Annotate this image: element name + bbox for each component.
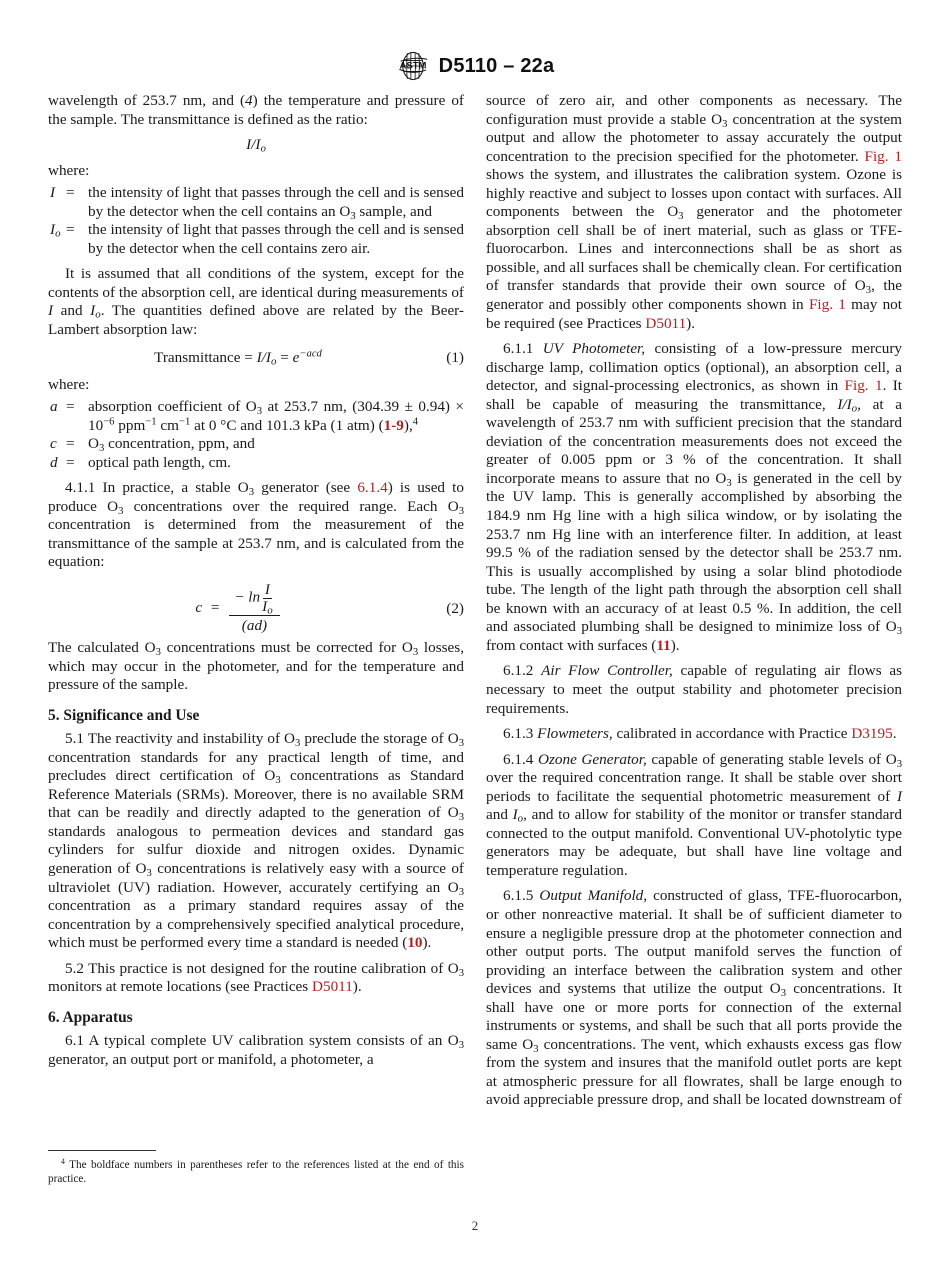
text-run: standards analogous to permeation devices and standard gas cylinders for sulfur dioxide and nitrogen oxides. Dynamic generation of O [48, 822, 464, 877]
text-run: capable of regulating air flows as necessary to meet the output stability and photometer precision requirements. [486, 662, 903, 717]
subscript: 3 [896, 626, 902, 638]
text-run: concentration is determined from the measurement of the transmittance of the sample at 253.7 nm, and is calculated from the equation: [48, 516, 464, 571]
reference-link-fig-1[interactable]: Fig. 1 [844, 377, 883, 395]
text-run: 5.2 This practice is not designed for the routine calibration of O [65, 959, 459, 977]
text-run: concentration, ppm, and [104, 435, 255, 453]
reference-link-d3195[interactable]: D3195 [851, 725, 893, 743]
text-run: concentrations over the required range. Each O [123, 497, 459, 515]
definition-equals: = [66, 184, 75, 202]
definition-text [88, 184, 464, 221]
subscript: 3 [275, 775, 281, 787]
equation-2-body [48, 582, 428, 635]
subscript: 3 [350, 210, 356, 222]
paragraph-assumptions [48, 265, 464, 339]
text-run: and [486, 806, 513, 824]
subscript: o [267, 604, 273, 617]
text-run: shows the system, and illustrates the calibration system. Ozone is highly reactive and subject to losses upon contact with surfaces. All components between the O [486, 166, 902, 221]
text-run: source of zero air, and other components as necessary. The configuration must provide a stable O [486, 92, 902, 128]
paragraph-6-1-1 [486, 340, 902, 655]
equation-2 [48, 582, 464, 635]
definition-list-I [48, 184, 464, 258]
definition-symbol [48, 221, 66, 240]
document-designation: D5110 – 22a [438, 54, 555, 77]
equation-1 [48, 349, 464, 367]
paragraph-6-1-5 [486, 887, 902, 1110]
text-run: generator (see [254, 479, 358, 497]
text-run: ). [422, 934, 432, 952]
text-run: = [210, 598, 220, 616]
subscript: 3 [458, 738, 465, 750]
definition-symbol: d [50, 453, 58, 471]
text-run: sample, and [355, 202, 432, 220]
text-run: capable of generating stable levels of O [646, 750, 897, 768]
paragraph-6-1-2 [486, 662, 902, 718]
text-run: concentrations. The vent, which exhausts excess gas flow from the system and insures that the manifold outlet ports are kept at atmospheric pressure for all flowrates, shall be large enough to avoid appreciable pressure drop, and shall be located downstream of [486, 1035, 902, 1109]
formula-text: c [195, 598, 203, 616]
definition-symbol: c [50, 435, 57, 453]
definition-list-acd [48, 398, 464, 472]
clause-number: 6.1.2 [503, 662, 542, 680]
inner-numerator: I [264, 581, 270, 599]
text-run: I [262, 597, 268, 615]
text-run: − ln [234, 588, 261, 606]
text-run: may not be required (see Practices [486, 296, 902, 332]
clause-title: Ozone Generator, [538, 750, 647, 768]
where-label-2: where: [48, 375, 90, 393]
subscript: o [517, 812, 524, 825]
definition-text: optical path length, cm. [88, 453, 231, 471]
subscript: o [55, 228, 61, 241]
definition-symbol: I [50, 184, 56, 202]
inner-denominator [260, 599, 275, 615]
symbol-Io: I [90, 302, 96, 320]
definition-text: the intensity of light that passes through the cell and is sensed by the detector when the cell contains zero air. [88, 221, 464, 257]
text-run: 6.1 A typical complete UV calibration system consists of an O [65, 1032, 459, 1050]
text-run: concentration standards for any practical length of time, and precludes direct certification of O [48, 748, 464, 785]
superscript: −1 [145, 416, 157, 428]
subscript: 3 [248, 487, 255, 499]
text-run: absorption coefficient of O [88, 398, 257, 416]
text-run: concentrations must be corrected for O [160, 638, 413, 656]
subscript: 3 [458, 886, 464, 898]
definition-equals: = [66, 398, 75, 416]
heading-section-5: 5. Significance and Use [48, 706, 200, 724]
definition-row-a [48, 398, 464, 435]
text-run: = [276, 348, 293, 366]
text-run: . It shall be capable of measuring the transmittance, [486, 377, 902, 413]
clause-title: Output Manifold, [539, 887, 648, 905]
footnote-marker: 4 [61, 1157, 65, 1167]
subscript: 3 [146, 867, 152, 879]
text-run: I [50, 221, 56, 239]
text-run: The calculated O [48, 638, 156, 656]
text-run: consisting of a low-pressure mercury discharge lamp, collimation optics (optional), an absorption cell, a detector, and signal-processing electronics, as shown in [486, 340, 903, 395]
subscript: 3 [458, 1040, 464, 1052]
definition-equals: = [66, 453, 75, 471]
subscript: 3 [458, 967, 464, 979]
subscript: 3 [896, 758, 903, 770]
page-number: 2 [471, 1218, 479, 1233]
subscript: 3 [780, 988, 787, 1000]
subscript: 3 [458, 505, 464, 517]
text-run: . [892, 725, 897, 743]
footnote-rule [48, 1150, 156, 1151]
definition-row-Io [48, 221, 464, 258]
subscript: 3 [155, 646, 161, 658]
where-label-1: where: [48, 161, 90, 179]
symbol-I: I [896, 787, 902, 805]
symbol-Io: I [512, 806, 518, 824]
text-run: 5.1 The reactivity and instability of O [65, 730, 296, 748]
subscript: 3 [678, 211, 684, 223]
subscript: 3 [726, 477, 732, 489]
clause-title: Flowmeters, [537, 725, 613, 743]
superscript: −acd [299, 348, 322, 360]
text-run: 4.1.1 In practice, a stable O [65, 479, 249, 497]
paragraph-continuation-transmittance [48, 92, 464, 129]
text-run: at 0 °C and 101.3 kPa (1 atm) ( [190, 416, 384, 434]
definition-equals: = [66, 221, 75, 239]
formula-text: e [292, 348, 300, 366]
left-column [48, 92, 464, 1110]
clause-number: 6.1.3 [503, 725, 538, 743]
clause-number: 6.1.4 [503, 750, 538, 768]
subscript: 3 [118, 505, 124, 517]
reference-link-1-9[interactable]: 1-9 [383, 416, 404, 434]
definition-text [88, 435, 464, 454]
text-run: concentration as a primary standard requires assay of the concentration by a comprehensively specified analytical procedure, which must be performed every time a standard is needed ( [48, 897, 464, 952]
formula-subscript: o [260, 142, 266, 155]
text-run: at 253.7 nm, (304.39 ± 0.94) × 10 [88, 398, 464, 434]
clause-number: 6.1.1 [503, 340, 543, 358]
subscript: 3 [98, 443, 105, 455]
footnote-area [48, 1150, 464, 1187]
fraction-denominator: (ad) [241, 617, 268, 635]
text-run: is generated in the cell by the UV lamp. This is generally accomplished by absorbing the 184.9 nm Hg line with a high silica window, or by isolating the 253.7 nm Hg line with an interference filter. In addition, at least 99.5 % of the radiation sensed by the detector shall be 253.7 nm. This is usually accomplished by using a solar blind photodiode tube. The length of the light path through the absorption cell shall be known with an accuracy of at least 0.5 %. In addition, the cell and associated plumbing shall be designed to minimize loss of O [486, 469, 902, 636]
superscript: −6 [103, 416, 115, 428]
text-run: ppm [114, 416, 146, 434]
subscript: o [851, 402, 858, 415]
text-run: the intensity of light that passes through the cell and is sensed by the detector when the cell contains an O [88, 184, 464, 220]
inner-fraction [260, 581, 275, 617]
paragraph-6-1 [48, 1032, 464, 1069]
subscript: 3 [722, 118, 728, 130]
text-run: preclude the storage of O [300, 730, 459, 748]
reference-link-d5011[interactable]: D5011 [645, 314, 687, 332]
paragraph-6-1-4 [486, 751, 902, 881]
svg-text:ASTM: ASTM [399, 60, 427, 72]
reference-link-fig-1[interactable]: Fig. 1 [864, 147, 902, 165]
text-run: It is assumed that all conditions of the system, except for the contents of the absorption cell, are identical during measurements of [48, 265, 464, 301]
text-run: wavelength of 253.7 nm, and ( [48, 92, 246, 109]
text-run: , the generator and possibly other components shown in [486, 277, 902, 314]
text-run: ) the temperature and pressure of the sample. The transmittance is defined as the ratio: [48, 92, 464, 128]
subscript: 3 [533, 1043, 539, 1055]
page-header [0, 0, 950, 84]
text-run: concentrations as Standard Reference Materials (SRMs). Moreover, there is no available SRM that can be readily and directly adapted to the generation of O [48, 767, 464, 822]
paragraph-6-1-3 [486, 725, 902, 744]
text-run: . The quantities defined above are related by the Beer-Lambert absorption law: [48, 302, 464, 339]
subscript: 3 [458, 812, 464, 824]
clause-title: UV Photometer, [542, 340, 646, 358]
reference-number-italic: 4 [245, 92, 253, 109]
text-run: and [53, 302, 91, 320]
definition-symbol: a [50, 398, 58, 416]
text-run: losses, which may occur in the photometer, and for the temperature and pressure of the sample. [48, 638, 464, 694]
subscript: 3 [865, 285, 872, 297]
text-run: concentrations. It shall have one or more ports for connection of the external instruments or systems, and shall be such that all ports provide the same O [486, 980, 902, 1053]
text-run: over the required concentration range. It shall be stable over short periods to facilitate the sequential photometric measurement of [486, 769, 902, 805]
definition-equals: = [66, 435, 75, 453]
fraction-numerator [229, 582, 279, 616]
text-run: generator, an output port or manifold, a photometer, a [48, 1050, 374, 1068]
subscript: 3 [295, 738, 301, 750]
text-run: generator and the photometer absorption cell shall be of inert material, such as glass or TFE-fluorocarbon. Lines and interconnections shall be as short as possible, and all surfaces shall be chemically clean. For certification of transfer standards that provide their own source of O [486, 203, 902, 295]
fraction-equation-2 [229, 582, 279, 635]
text-run: The boldface numbers in parentheses refer to the references listed at the end of this practice. [48, 1159, 464, 1185]
equation-1-number: (1) [446, 348, 464, 366]
formula-ratio [48, 136, 464, 155]
footnote-text [48, 1159, 464, 1187]
subscript: o [270, 355, 277, 368]
reference-link-fig-1-second[interactable]: Fig. 1 [808, 296, 846, 314]
formula-text: I/I [256, 348, 271, 366]
subscript: 3 [256, 406, 263, 418]
definition-row-d [48, 454, 464, 473]
text-run: calibrated in accordance with Practice [612, 725, 852, 743]
text-run: , and to allow for stability of the monitor or transfer standard connected to the output manifold. Conventional UV-photolytic type generators may be adequate, but shall have line voltage and temperature regulation. [486, 806, 903, 879]
clause-title: Air Flow Controller, [541, 662, 673, 680]
text-run: ). [686, 314, 696, 332]
superscript: −1 [178, 416, 191, 428]
text-run: concentrations is relatively easy with a source of ultraviolet (UV) radiation. However, accurately certifying an O [48, 859, 464, 896]
equation-2-number: (2) [446, 599, 464, 617]
reference-link-10[interactable]: 10 [407, 934, 423, 952]
text-run: from contact with surfaces ( [486, 636, 657, 654]
text-run: ), [403, 416, 413, 434]
footnote-marker[interactable]: 4 [412, 416, 419, 428]
text-run: ). [352, 978, 362, 996]
formula-text: I/I [246, 136, 261, 154]
text-run: constructed of glass, TFE-fluorocarbon, or other nonreactive material. It shall be of sufficient diameter to ensure a negligible pressure drop at the photometer connection and other output ports. The output manifold serves the function of providing an interface between the calibration system and other devices and systems that utilize the output O [486, 887, 902, 998]
text-run: cm [156, 416, 179, 434]
astm-logo-icon [396, 49, 430, 83]
reference-link-11[interactable]: 11 [656, 636, 671, 654]
paragraph-after-equation-2 [48, 639, 464, 695]
subscript: o [95, 309, 101, 322]
column-container [0, 92, 950, 1110]
reference-link-6-1-4[interactable]: 6.1.4 [357, 479, 388, 497]
text-run: ). [670, 636, 680, 654]
paragraph-5-1 [48, 730, 464, 953]
definition-text [88, 398, 464, 435]
text-run: concentration at the system output and allow the photometer to assay accurately the output concentration to the precision specified for the photometer. [486, 110, 902, 165]
text-run: , at a wavelength of 253.7 nm with sufficient precision that the standard deviation of the concentration measurements does not exceed the greater of 0.005 ppm or 3 % of the concentration. It shall incorporate means to assure that no O [486, 395, 903, 487]
subscript: 3 [412, 646, 419, 658]
paragraph-continuation-system [486, 92, 902, 333]
text-run: monitors at remote locations (see Practices [48, 978, 313, 996]
text-run: Transmittance = [154, 348, 257, 366]
definition-row-I [48, 184, 464, 221]
reference-link-d5011[interactable]: D5011 [312, 978, 353, 996]
equation-1-body [48, 349, 428, 367]
symbol-I-over-Io: I/I [837, 395, 852, 413]
right-column [486, 92, 902, 1110]
symbol-I: I [48, 302, 54, 320]
definition-row-c [48, 435, 464, 454]
text-run: ) is used to produce O [48, 479, 464, 515]
clause-number: 6.1.5 [503, 887, 540, 905]
text-run: O [88, 435, 99, 453]
heading-section-6: 6. Apparatus [48, 1008, 133, 1026]
paragraph-4-1-1 [48, 479, 464, 572]
paragraph-5-2 [48, 960, 464, 997]
